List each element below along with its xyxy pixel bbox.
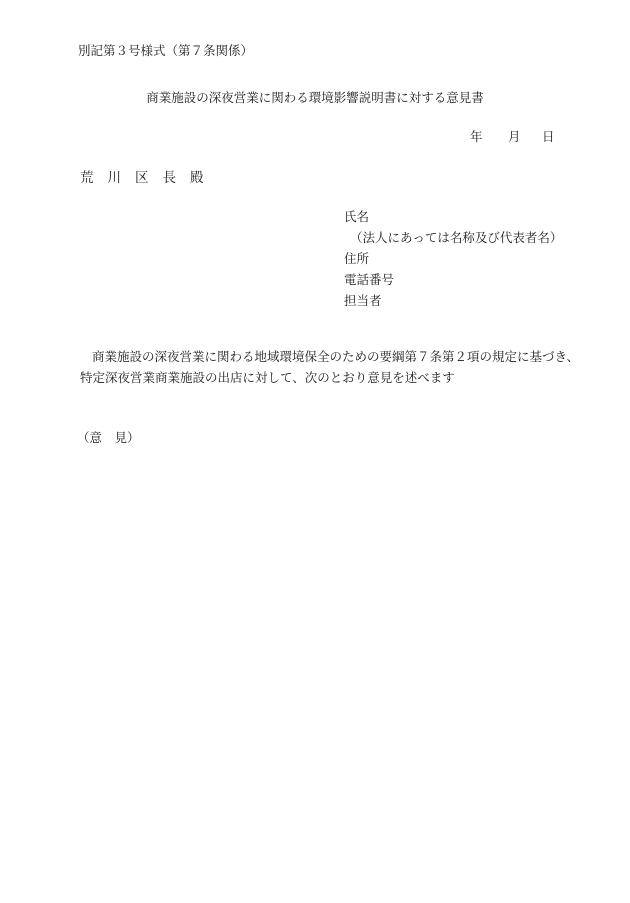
body-line: 特定深夜営業商業施設の出店に対して、次のとおり意見を述べます	[80, 370, 455, 385]
name-label: 氏名	[344, 209, 370, 224]
addressee-char: 区	[135, 170, 149, 186]
addressee-char: 川	[107, 170, 121, 186]
addressee	[80, 172, 204, 186]
opinion-label: （意 見）	[77, 430, 140, 445]
date-year-label: 年	[470, 129, 483, 144]
addressee-char: 荒	[80, 170, 94, 186]
date-month-label: 月	[508, 129, 521, 144]
contact-person-label: 担当者	[344, 293, 382, 308]
date-day-label: 日	[542, 129, 555, 144]
phone-label: 電話番号	[344, 272, 395, 287]
document-title: 商業施設の深夜営業に関わる環境影響説明書に対する意見書	[146, 90, 484, 105]
body-paragraph	[80, 349, 580, 392]
applicant-block	[344, 210, 562, 315]
form-number: 別記第３号様式（第７条関係）	[78, 43, 254, 58]
address-label: 住所	[344, 251, 370, 266]
addressee-char: 長	[162, 170, 176, 186]
addressee-char: 殿	[190, 170, 204, 186]
corporation-note: （法人にあっては名称及び代表者名）	[350, 230, 563, 245]
body-line: 商業施設の深夜営業に関わる地域環境保全のための要綱第７条第２項の規定に基づき、	[92, 349, 580, 364]
